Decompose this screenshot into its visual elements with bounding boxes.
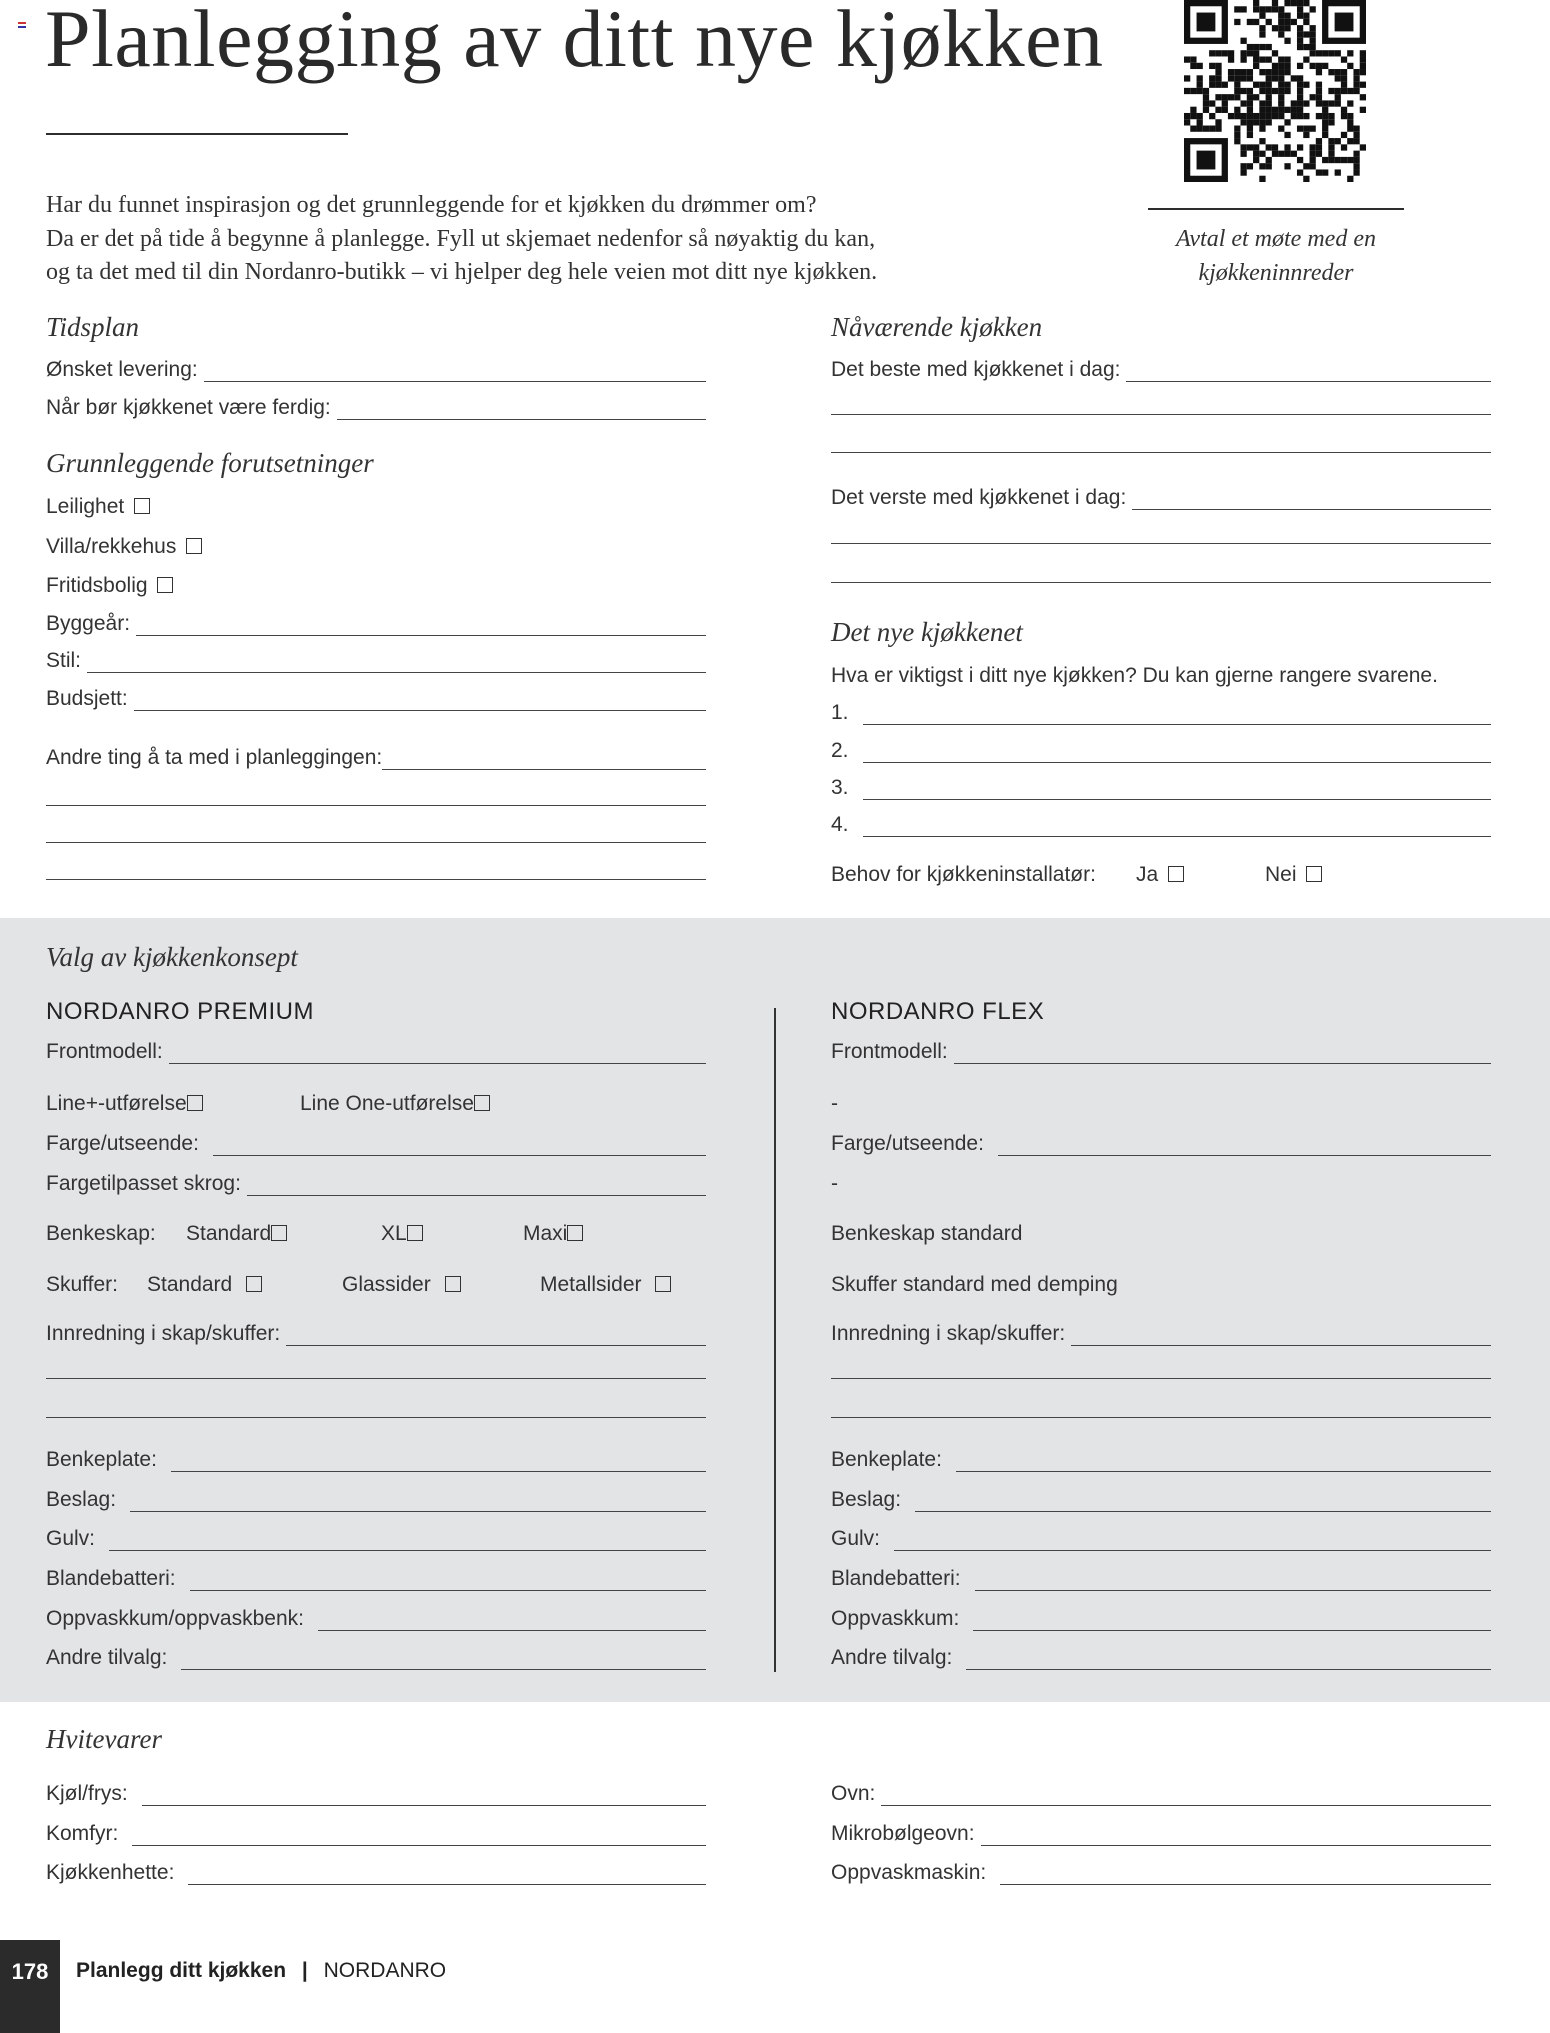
input-line[interactable] <box>318 1612 706 1631</box>
input-line[interactable] <box>831 582 1491 583</box>
flex-dash: - <box>831 1092 838 1115</box>
footer <box>76 1959 446 1983</box>
checkbox-icon[interactable] <box>655 1276 671 1292</box>
option-label: Line One-utførelse <box>300 1092 474 1115</box>
field-label: Kjøkkenhette: <box>46 1861 175 1884</box>
field-label: Fargetilpasset skrog: <box>46 1172 241 1195</box>
input-line[interactable] <box>894 1532 1491 1551</box>
field-label: Farge/utseende: <box>831 1132 984 1155</box>
option-sk-standard[interactable] <box>147 1272 262 1297</box>
rank-item-4[interactable] <box>831 812 1491 837</box>
option-label: Glassider <box>342 1273 431 1296</box>
input-line[interactable] <box>831 452 1491 453</box>
input-line[interactable] <box>337 401 706 420</box>
field-premium-beslag[interactable] <box>46 1487 706 1512</box>
input-line[interactable] <box>831 414 1491 415</box>
input-line[interactable] <box>188 1866 706 1885</box>
input-line[interactable] <box>981 1827 1491 1846</box>
input-line[interactable] <box>87 654 706 673</box>
section-heading-navarende: Nåværende kjøkken <box>831 312 1043 342</box>
option-nei[interactable] <box>1265 862 1322 887</box>
field-flex-benkeplate[interactable] <box>831 1447 1491 1472</box>
option-label: Nei <box>1265 863 1297 886</box>
input-line[interactable] <box>863 744 1491 763</box>
field-premium-farge[interactable] <box>46 1131 706 1156</box>
field-mikro[interactable] <box>831 1821 1491 1846</box>
field-label: Byggeår: <box>46 612 131 635</box>
option-sk-glass[interactable] <box>342 1272 461 1297</box>
rank-number: 4. <box>831 813 849 836</box>
field-flex-frontmodell[interactable] <box>831 1039 1491 1064</box>
checkbox-icon[interactable] <box>157 577 173 593</box>
section-heading-grunnleggende: Grunnleggende forutsetninger <box>46 448 374 478</box>
field-premium-skrog[interactable] <box>46 1171 706 1196</box>
input-line[interactable] <box>1132 491 1491 510</box>
footer-separator: | <box>301 1959 308 1982</box>
field-label: Kjøl/frys: <box>46 1782 128 1805</box>
field-onsket-levering[interactable] <box>46 357 706 382</box>
input-line[interactable] <box>966 1651 1491 1670</box>
field-label: Gulv: <box>46 1527 96 1550</box>
field-verste[interactable] <box>831 485 1491 510</box>
input-line[interactable] <box>863 781 1491 800</box>
field-label: Ønsket levering: <box>46 358 198 381</box>
field-flex-gulv[interactable] <box>831 1526 1491 1551</box>
input-line[interactable] <box>132 1827 706 1846</box>
checkbox-icon[interactable] <box>187 1095 203 1111</box>
section-heading-nye: Det nye kjøkkenet <box>831 617 1023 647</box>
field-label: Beslag: <box>831 1488 902 1511</box>
input-line[interactable] <box>1126 363 1491 382</box>
qr-code-icon[interactable] <box>1184 0 1366 182</box>
field-label: Det beste med kjøkkenet i dag: <box>831 358 1121 381</box>
checkbox-icon[interactable] <box>134 498 150 514</box>
input-line[interactable] <box>831 543 1491 544</box>
section-heading-hvitevarer: Hvitevarer <box>46 1724 162 1754</box>
benkeskap-label: Benkeskap: <box>46 1222 156 1245</box>
input-line[interactable] <box>954 1045 1491 1064</box>
field-flex-blande[interactable] <box>831 1566 1491 1591</box>
field-label: Budsjett: <box>46 687 128 710</box>
input-line[interactable] <box>975 1572 1491 1591</box>
option-label: Villa/rekkehus <box>46 535 177 558</box>
field-premium-blande[interactable] <box>46 1566 706 1591</box>
field-flex-andre[interactable] <box>831 1645 1491 1670</box>
rank-item-2[interactable] <box>831 738 1491 763</box>
page-title: Planlegging av ditt nye kjøkken <box>45 0 1104 84</box>
option-villa[interactable] <box>46 534 202 559</box>
input-line[interactable] <box>169 1045 706 1064</box>
field-label: Når bør kjøkkenet være ferdig: <box>46 396 331 419</box>
field-premium-innredning[interactable] <box>46 1321 706 1346</box>
option-sk-metall[interactable] <box>540 1272 671 1297</box>
input-line[interactable] <box>831 1417 1491 1418</box>
footer-brand: NORDANRO <box>323 1959 447 1982</box>
field-label: Frontmodell: <box>831 1040 948 1063</box>
option-ja[interactable] <box>1136 862 1184 887</box>
input-line[interactable] <box>204 363 706 382</box>
field-label: Andre ting å ta med i planleggingen: <box>46 746 383 769</box>
field-label: Stil: <box>46 649 82 672</box>
option-bs-standard[interactable] <box>186 1221 287 1246</box>
input-line[interactable] <box>46 1378 706 1379</box>
input-line[interactable] <box>130 1493 706 1512</box>
input-line[interactable] <box>46 1417 706 1418</box>
field-andre-ting[interactable] <box>46 745 706 770</box>
qr-divider <box>1148 208 1404 210</box>
field-label: Komfyr: <box>46 1822 119 1845</box>
input-line[interactable] <box>863 706 1491 725</box>
option-label: Line+-utførelse <box>46 1092 187 1115</box>
option-bs-maxi[interactable] <box>523 1221 583 1246</box>
option-label: Maxi <box>523 1222 568 1245</box>
option-label: Leilighet <box>46 495 125 518</box>
rank-number: 1. <box>831 701 849 724</box>
input-line[interactable] <box>190 1572 706 1591</box>
checkbox-icon[interactable] <box>246 1276 262 1292</box>
field-stil[interactable] <box>46 648 706 673</box>
input-line[interactable] <box>286 1327 706 1346</box>
option-label: Fritidsbolig <box>46 574 148 597</box>
input-line[interactable] <box>382 751 706 770</box>
column-divider <box>774 1008 776 1672</box>
field-flex-beslag[interactable] <box>831 1487 1491 1512</box>
intro-text <box>46 189 877 290</box>
checkbox-icon[interactable] <box>445 1276 461 1292</box>
field-label: Oppvaskkum: <box>831 1607 960 1630</box>
field-label: Oppvaskmaskin: <box>831 1861 987 1884</box>
input-line[interactable] <box>1000 1866 1491 1885</box>
premium-title: NORDANRO PREMIUM <box>46 998 315 1025</box>
checkbox-icon[interactable] <box>271 1225 287 1241</box>
nye-question: Hva er viktigst i ditt nye kjøkken? Du kan gjerne rangere svarene. <box>831 664 1438 687</box>
field-hette[interactable] <box>46 1860 706 1885</box>
field-kjol[interactable] <box>46 1781 706 1806</box>
page-number: 178 <box>11 1959 49 1984</box>
field-label: Blandebatteri: <box>831 1567 961 1590</box>
field-premium-benkeplate[interactable] <box>46 1447 706 1472</box>
field-premium-gulv[interactable] <box>46 1526 706 1551</box>
flex-skuffer: Skuffer standard med demping <box>831 1273 1118 1296</box>
installator-label: Behov for kjøkkeninstallatør: <box>831 863 1096 886</box>
qr-caption-line: Avtal et møte med en <box>1176 226 1376 252</box>
section-heading-tidsplan: Tidsplan <box>46 312 140 342</box>
flex-dash: - <box>831 1172 838 1195</box>
page-number-box <box>0 1940 60 2033</box>
field-label: Blandebatteri: <box>46 1567 176 1590</box>
skuffer-label: Skuffer: <box>46 1273 118 1296</box>
input-line[interactable] <box>213 1137 706 1156</box>
flag-icon <box>18 22 26 28</box>
field-label: Gulv: <box>831 1527 881 1550</box>
option-label: XL <box>381 1222 407 1245</box>
option-lineplus[interactable] <box>46 1091 203 1116</box>
input-line[interactable] <box>247 1177 706 1196</box>
input-line[interactable] <box>46 842 706 843</box>
input-line[interactable] <box>956 1453 1491 1472</box>
input-line[interactable] <box>881 1787 1491 1806</box>
intro-line: og ta det med til din Nordanro-butikk – vi hjelper deg hele veien mot ditt nye kjøkken. <box>46 259 878 285</box>
field-oppvaskmaskin[interactable] <box>831 1860 1491 1885</box>
field-label: Innredning i skap/skuffer: <box>831 1322 1066 1345</box>
field-label: Mikrobølgeovn: <box>831 1822 975 1845</box>
field-label: Andre tilvalg: <box>831 1646 953 1669</box>
field-label: Benkeplate: <box>831 1448 942 1471</box>
input-line[interactable] <box>915 1493 1491 1512</box>
input-line[interactable] <box>142 1787 706 1806</box>
rank-number: 2. <box>831 739 849 762</box>
checkbox-icon[interactable] <box>1306 866 1322 882</box>
field-budsjett[interactable] <box>46 686 706 711</box>
field-label: Innredning i skap/skuffer: <box>46 1322 281 1345</box>
input-line[interactable] <box>998 1137 1491 1156</box>
field-flex-innredning[interactable] <box>831 1321 1491 1346</box>
option-label: Metallsider <box>540 1273 642 1296</box>
field-premium-frontmodell[interactable] <box>46 1039 706 1064</box>
field-flex-oppvask[interactable] <box>831 1606 1491 1631</box>
input-line[interactable] <box>181 1651 706 1670</box>
option-bs-xl[interactable] <box>381 1221 423 1246</box>
field-label: Oppvaskkum/oppvaskbenk: <box>46 1607 304 1630</box>
qr-caption <box>1148 222 1404 290</box>
checkbox-icon[interactable] <box>567 1225 583 1241</box>
checkbox-icon[interactable] <box>407 1225 423 1241</box>
checkbox-icon[interactable] <box>1168 866 1184 882</box>
field-label: Beslag: <box>46 1488 117 1511</box>
input-line[interactable] <box>1071 1327 1491 1346</box>
rank-item-3[interactable] <box>831 775 1491 800</box>
option-lineone[interactable] <box>300 1091 490 1116</box>
title-divider <box>46 133 348 135</box>
intro-line: Har du funnet inspirasjon og det grunnleggende for et kjøkken du drømmer om? <box>46 192 817 218</box>
input-line[interactable] <box>171 1453 706 1472</box>
input-line[interactable] <box>136 617 706 636</box>
rank-item-1[interactable] <box>831 700 1491 725</box>
field-komfyr[interactable] <box>46 1821 706 1846</box>
flex-title: NORDANRO FLEX <box>831 998 1045 1025</box>
field-premium-oppvask[interactable] <box>46 1606 706 1631</box>
field-flex-farge[interactable] <box>831 1131 1491 1156</box>
input-line[interactable] <box>109 1532 706 1551</box>
input-line[interactable] <box>863 818 1491 837</box>
option-fritidsbolig[interactable] <box>46 573 173 598</box>
input-line[interactable] <box>973 1612 1491 1631</box>
checkbox-icon[interactable] <box>474 1095 490 1111</box>
option-label: Standard <box>186 1222 272 1245</box>
field-label: Benkeplate: <box>46 1448 157 1471</box>
field-ferdig[interactable] <box>46 395 706 420</box>
field-label: Farge/utseende: <box>46 1132 199 1155</box>
field-label: Det verste med kjøkkenet i dag: <box>831 486 1127 509</box>
field-label: Andre tilvalg: <box>46 1646 168 1669</box>
option-label: Standard <box>147 1273 233 1296</box>
rank-number: 3. <box>831 776 849 799</box>
field-ovn[interactable] <box>831 1781 1491 1806</box>
footer-section: Planlegg ditt kjøkken <box>76 1959 287 1982</box>
field-premium-andre[interactable] <box>46 1645 706 1670</box>
input-line[interactable] <box>831 1378 1491 1379</box>
input-line[interactable] <box>46 879 706 880</box>
intro-line: Da er det på tide å begynne å planlegge. Fyll ut skjemaet nedenfor så nøyaktig du kan, <box>46 225 876 252</box>
field-beste[interactable] <box>831 357 1491 382</box>
flex-benkeskap: Benkeskap standard <box>831 1222 1023 1245</box>
field-byggear[interactable] <box>46 611 706 636</box>
option-label: Ja <box>1136 863 1159 886</box>
option-leilighet[interactable] <box>46 494 150 519</box>
field-label: Frontmodell: <box>46 1040 163 1063</box>
qr-caption-line: kjøkkeninnreder <box>1198 260 1354 286</box>
checkbox-icon[interactable] <box>186 538 202 554</box>
input-line[interactable] <box>46 805 706 806</box>
field-label: Ovn: <box>831 1782 876 1805</box>
section-heading-konsept: Valg av kjøkkenkonsept <box>46 942 298 972</box>
input-line[interactable] <box>134 692 706 711</box>
